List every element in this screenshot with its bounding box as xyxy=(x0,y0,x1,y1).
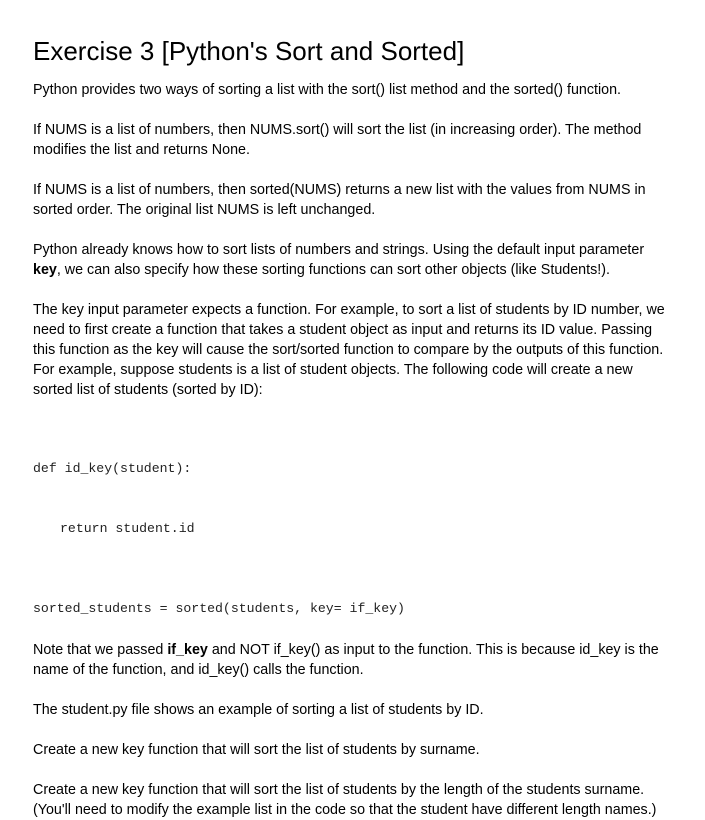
page-title: Exercise 3 [Python's Sort and Sorted] xyxy=(33,36,465,66)
key-param-bold: key xyxy=(33,262,57,278)
paragraph-note xyxy=(33,640,665,680)
paragraph-task-length: Create a new key function that will sort the list of students by the length of the students surname. (You'll need to modify the example list in the code so that the student have different length names.) xyxy=(33,782,657,818)
note-bold: if_key xyxy=(167,642,208,658)
code-line-sorted-call: sorted_students = sorted(students, key= if_key) xyxy=(33,601,405,616)
paragraph-intro: Python provides two ways of sorting a list with the sort() list method and the sorted() function. xyxy=(33,82,622,98)
paragraph-sort-method: If NUMS is a list of numbers, then NUMS.sort() will sort the list (in increasing order). The method modifies the list and returns None. xyxy=(33,122,642,158)
key-param-text-before: Python already knows how to sort lists of numbers and strings. Using the default input parameter xyxy=(33,242,645,258)
code-block-id-key xyxy=(33,419,665,579)
paragraph-key-explanation: The key input parameter expects a function. For example, to sort a list of students by ID number, we need to first create a function that takes a student object as input and returns its ID value. Passing this function as the key will cause the sort/sorted function to compare by the outputs of this function. For example, suppose students is a list of student objects. The following code will create a new sorted list of students (sorted by ID): xyxy=(33,302,665,398)
paragraph-task-surname: Create a new key function that will sort the list of students by surname. xyxy=(33,742,480,758)
paragraph-student-file: The student.py file shows an example of sorting a list of students by ID. xyxy=(33,702,484,718)
note-text-after: and NOT if_key() as input to the function. This is because id_key is the name of the function, and id_key() calls the function. xyxy=(33,642,659,678)
key-param-text-after: , we can also specify how these sorting functions can sort other objects (like Students!). xyxy=(56,262,610,278)
paragraph-key-parameter xyxy=(33,240,665,280)
note-text-before: Note that we passed xyxy=(33,642,168,658)
paragraph-sorted-function: If NUMS is a list of numbers, then sorted(NUMS) returns a new list with the values from NUMS in sorted order. The original list NUMS is left unchanged. xyxy=(33,182,646,218)
code-line-def: def id_key(student): xyxy=(33,461,192,476)
code-line-return: return student.id xyxy=(60,521,195,536)
